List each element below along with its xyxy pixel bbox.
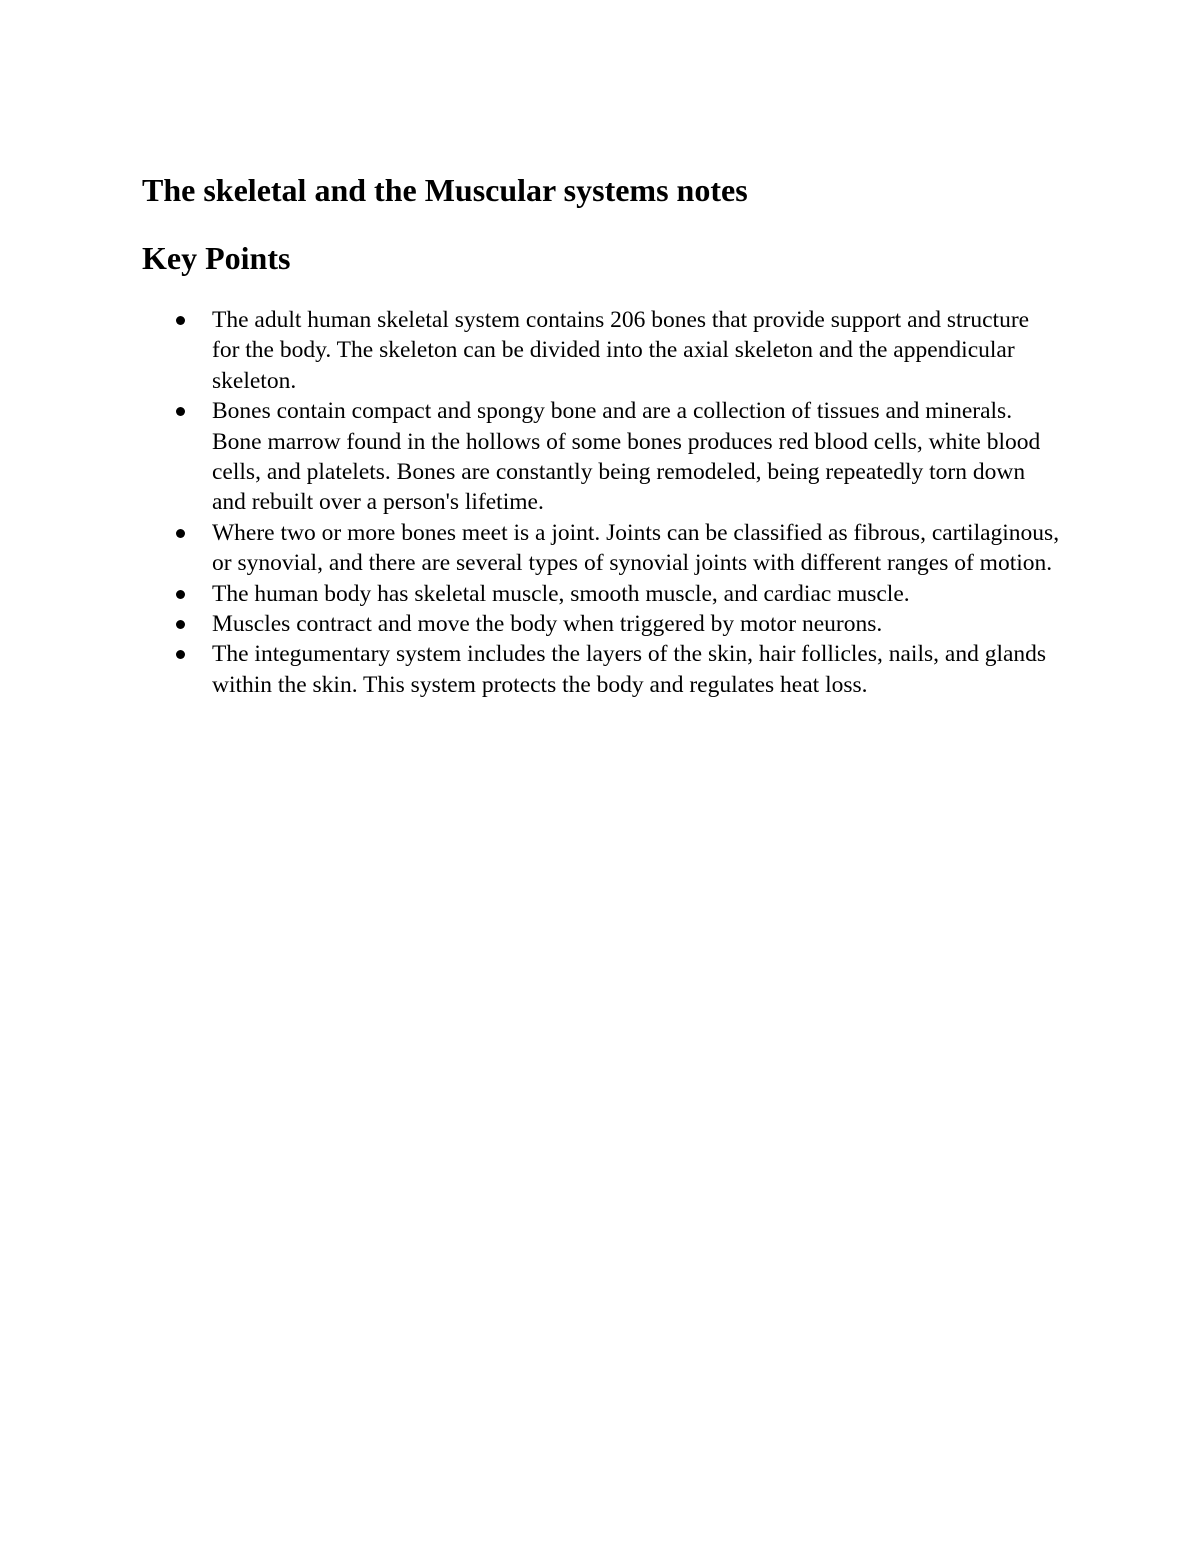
document-title: The skeletal and the Muscular systems notes: [142, 172, 748, 208]
key-point-text: The adult human skeletal system contains 206 bones that provide support and structure for the body. The skeleton can be divided into the axial skeleton and the appendicular skeleton.: [212, 307, 1030, 394]
bullet-icon: [176, 529, 185, 538]
key-point-text: Where two or more bones meet is a joint. Joints can be classified as fibrous, cartilaginous, or synovial, and there are several types of synovial joints with different ranges of motion.: [212, 519, 1060, 577]
key-point-item: [0, 609, 1062, 639]
key-point-item: [0, 305, 1062, 396]
key-point-item: [0, 396, 1062, 518]
key-point-item: [0, 639, 1062, 700]
bullet-icon: [176, 316, 185, 325]
bullet-icon: [176, 650, 185, 659]
key-points-heading: Key Points: [142, 240, 291, 276]
bullet-icon: [176, 620, 185, 629]
key-point-text: Bones contain compact and spongy bone and are a collection of tissues and minerals. Bone marrow found in the hollows of some bones produces red blood cells, white blood cells, and platelets. Bones are constantly being remodeled, being repeatedly torn down and rebuilt over a person's lifetime.: [212, 398, 1041, 516]
bullet-icon: [176, 590, 185, 599]
key-points-list: [0, 305, 1200, 700]
key-point-item: [0, 518, 1062, 579]
bullet-icon: [176, 407, 185, 416]
key-point-text: The integumentary system includes the layers of the skin, hair follicles, nails, and glands within the skin. This system protects the body and regulates heat loss.: [212, 641, 1047, 698]
key-point-item: [0, 579, 1062, 609]
key-point-text: Muscles contract and move the body when triggered by motor neurons.: [212, 611, 883, 638]
key-point-text: The human body has skeletal muscle, smooth muscle, and cardiac muscle.: [212, 580, 910, 607]
